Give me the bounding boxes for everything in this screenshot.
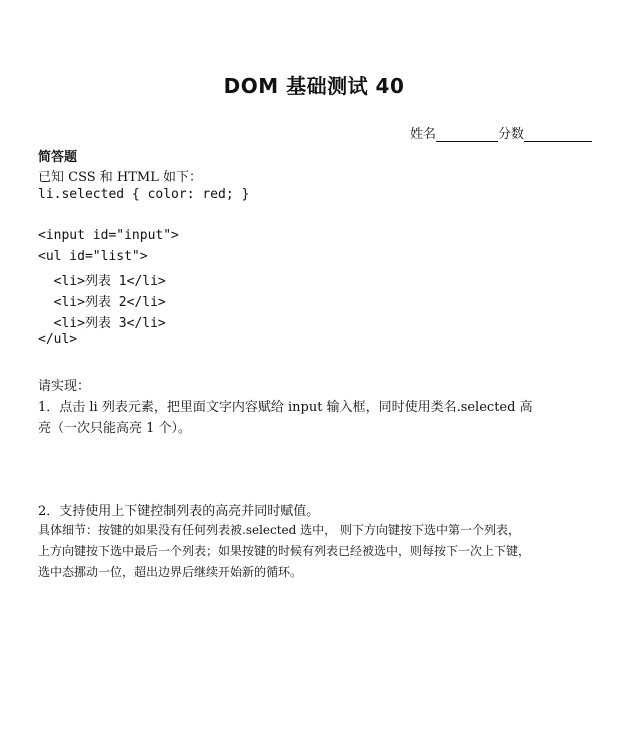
score-label: 分数 (497, 127, 524, 142)
code-line: <li>列表 2</li> (38, 295, 166, 310)
task-2: 2．支持使用上下键控制列表的高亮并同时赋值。 (38, 504, 320, 519)
code-line: <input id="input"> (38, 228, 179, 243)
detail-line: 上方向键按下选中最后一个列表；如果按键的时候有列表已经被选中，则每按下一次上下键， (38, 544, 531, 558)
requirement-label: 请实现： (38, 379, 91, 394)
code-line: li.selected { color: red; } (38, 187, 250, 202)
task-1-line-2: 亮（一次只能高亮 1 个）。 (38, 421, 192, 436)
code-line: <li>列表 3</li> (38, 316, 166, 331)
code-line: <li>列表 1</li> (38, 274, 166, 289)
task-1-line-1: 1．点击 li 列表元素，把里面文字内容赋给 input 输入框，同时使用类名.selected 高 (38, 400, 533, 415)
name-score-fields (410, 123, 592, 142)
detail-line: 具体细节：按键的如果没有任何列表被.selected 选中， 则下方向键按下选中第一个列表， (38, 523, 520, 537)
code-line: <ul id="list"> (38, 249, 148, 264)
document-title: DOM 基础测试 40 (223, 74, 405, 98)
section-heading: 简答题 (38, 150, 78, 165)
name-label: 姓名 (409, 127, 436, 142)
intro-text: 已知 CSS 和 HTML 如下： (38, 170, 203, 185)
name-blank-line (436, 127, 498, 142)
code-line: </ul> (38, 332, 78, 347)
detail-line: 选中态挪动一位，超出边界后继续开始新的循环。 (38, 565, 303, 579)
score-blank-line (524, 127, 592, 142)
